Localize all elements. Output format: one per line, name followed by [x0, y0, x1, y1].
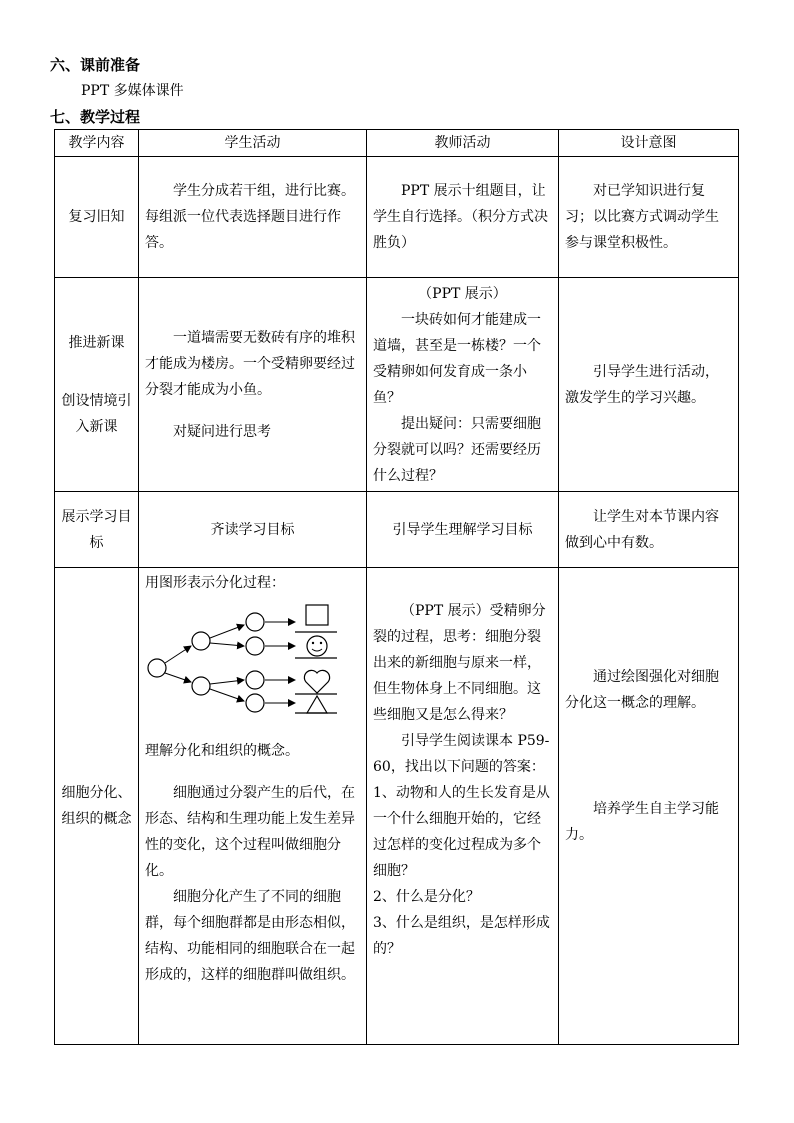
- section6-content: PPT 多媒体课件: [81, 83, 184, 99]
- square-cell-icon: [306, 605, 328, 625]
- cell-icon: [246, 637, 264, 655]
- row1-student: 学生分成若干组，进行比赛。每组派一位代表选择题目进行作答。: [145, 183, 355, 251]
- cell-icon: [246, 694, 264, 712]
- row4-teacher-4: 2、什么是分化？: [373, 889, 480, 905]
- round-cell-icon: [307, 636, 327, 656]
- row1-content: 复习旧知: [55, 157, 139, 278]
- header-student: 学生活动: [139, 130, 367, 157]
- row4-intent-1: 通过绘图强化对细胞分化这一概念的理解。: [565, 669, 719, 711]
- row3-intent: 让学生对本节课内容做到心中有数。: [565, 508, 719, 551]
- row1-teacher: PPT 展示十组题目，让学生自行选择。（积分方式决胜负）: [373, 183, 548, 251]
- row3-teacher: 引导学生理解学习目标: [367, 492, 559, 568]
- cell-icon: [246, 671, 264, 689]
- row4-student-2: 细胞通过分裂产生的后代，在形态、结构和生理功能上发生差异性的变化，这个过程叫做细胞分化。: [145, 785, 355, 879]
- row2-content-2: 创设情境引入新课: [61, 392, 132, 435]
- row4-teacher-1: （PPT 展示）受精卵分裂的过程，思考：细胞分裂出来的新细胞与原来一样，但生物体身上不同细胞。这些细胞又是怎么得来？: [373, 603, 546, 723]
- row4-student-3: 细胞分化产生了不同的细胞群，每个细胞群都是由形态相似，结构、功能相同的细胞联合在一起形成的，这样的细胞群叫做组织。: [145, 889, 355, 983]
- table-row: [55, 492, 739, 568]
- row2-teacher-3: 提出疑问：只需要细胞分裂就可以吗？还需要经历什么过程？: [373, 415, 541, 484]
- row4-diagram-caption: 用图形表示分化过程：: [145, 575, 285, 591]
- cell-differentiation-diagram: [143, 600, 343, 718]
- header-intent: 设计意图: [559, 130, 739, 157]
- row4-content: 细胞分化、组织的概念: [55, 568, 139, 1045]
- row3-content: 展示学习目标: [55, 492, 139, 568]
- cell-icon: [192, 677, 210, 695]
- header-teacher: 教师活动: [367, 130, 559, 157]
- row4-teacher-5: 3、什么是组织，是怎样形成的？: [373, 915, 550, 957]
- table-row: [55, 278, 739, 492]
- heart-cell-icon: [304, 670, 329, 693]
- row2-student-1: 一道墙需要无数砖有序的堆积才能成为楼房。一个受精卵要经过分裂才能成为小鱼。: [145, 329, 355, 398]
- row2-teacher-2: 一块砖如何才能建成一道墙，甚至是一栋楼？一个受精卵如何发育成一条小鱼？: [373, 311, 541, 406]
- row2-intent: 引导学生进行活动，激发学生的学习兴趣。: [565, 363, 719, 406]
- row4-intent-2: 培养学生自主学习能力。: [565, 801, 719, 843]
- cell-icon: [246, 613, 264, 631]
- row4-teacher-2: 引导学生阅读课本 P59-60，找出以下问题的答案：: [373, 733, 550, 775]
- row2-teacher-1: （PPT 展示）: [418, 285, 507, 302]
- row2-student-2: 对疑问进行思考: [173, 423, 271, 440]
- cell-icon: [192, 632, 210, 650]
- triangle-cell-icon: [307, 696, 327, 713]
- zygote-cell-icon: [148, 659, 166, 677]
- teaching-process-table: [54, 129, 739, 1045]
- row1-intent: 对已学知识进行复习；以比赛方式调动学生参与课堂积极性。: [565, 183, 719, 251]
- row2-content-1: 推进新课: [68, 334, 125, 351]
- row4-teacher-3: 1、动物和人的生长发育是从一个什么细胞开始的，它经过怎样的变化过程成为多个细胞？: [373, 785, 550, 879]
- table-header-row: [55, 130, 739, 157]
- row3-student: 齐读学习目标: [139, 492, 367, 568]
- header-content: 教学内容: [55, 130, 139, 157]
- section7-heading: 七、教学过程: [50, 108, 141, 126]
- table-row: [55, 568, 739, 1045]
- table-row: [55, 157, 739, 278]
- section6-heading: 六、课前准备: [50, 56, 141, 74]
- row4-student-1: 理解分化和组织的概念。: [145, 743, 299, 759]
